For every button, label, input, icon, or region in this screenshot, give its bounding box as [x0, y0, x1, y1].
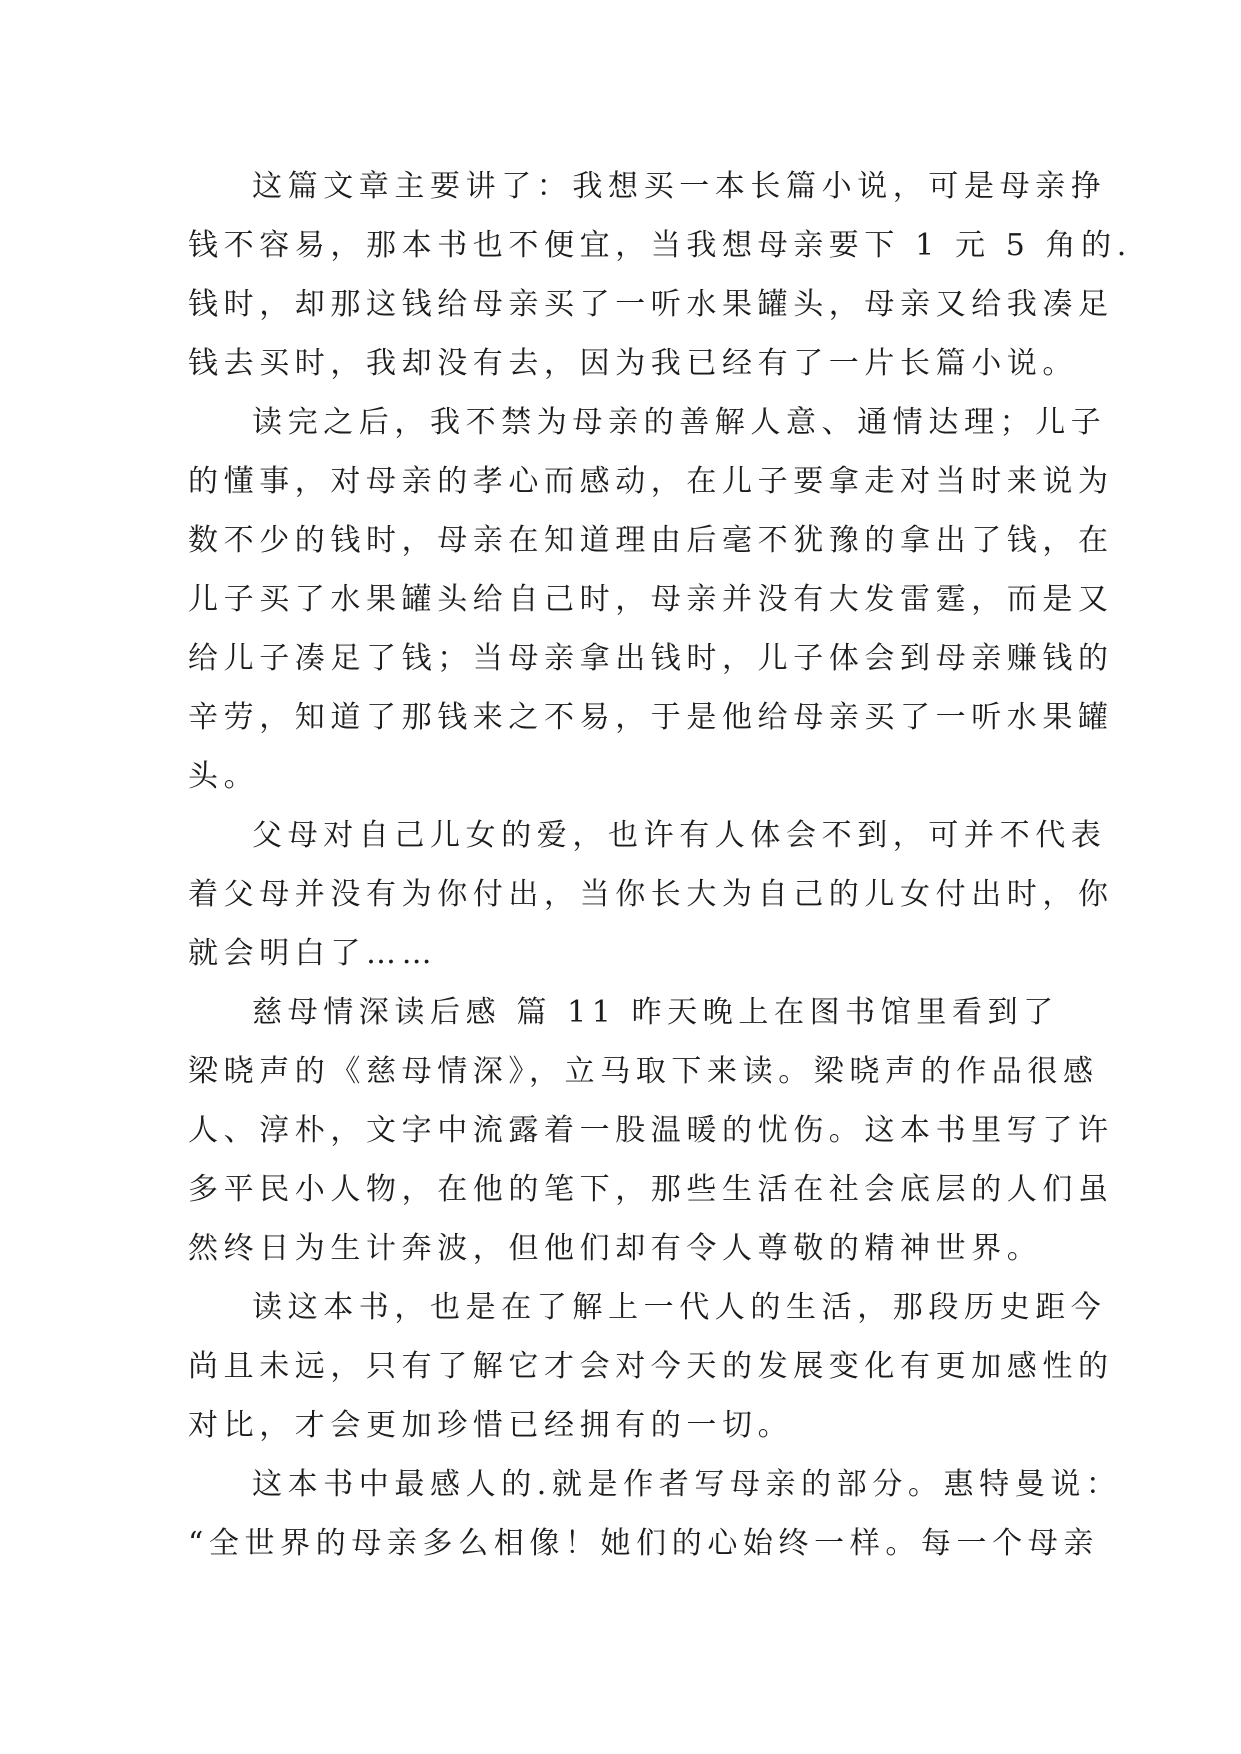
text-line: 儿子买了水果罐头给自己时，母亲并没有大发雷霆，而是又 — [188, 582, 1114, 617]
paragraph — [188, 157, 1132, 393]
text-line: 辛劳，知道了那钱来之不易，于是他给母亲买了一听水果罐 — [188, 700, 1114, 735]
paragraph — [188, 806, 1114, 983]
body-text — [188, 157, 1132, 1573]
paragraph — [188, 1455, 1122, 1573]
text-line: 的懂事，对母亲的孝心而感动，在儿子要拿走对当时来说为 — [188, 464, 1114, 499]
text-line: 父母对自己儿女的爱，也许有人体会不到，可并不代表 — [252, 818, 1107, 853]
text-line: 读这本书，也是在了解上一代人的生活，那段历史距今 — [252, 1290, 1107, 1325]
text-line: 头。 — [188, 759, 260, 794]
text-line: 钱时，却那这钱给母亲买了一听水果罐头，母亲又给我凑足 — [188, 287, 1114, 322]
text-line: “全世界的母亲多么相像！她们的心始终一样。每一个母亲 — [188, 1526, 1099, 1561]
paragraph — [188, 1278, 1114, 1455]
text-line: 钱去买时，我却没有去，因为我已经有了一片长篇小说。 — [188, 346, 1078, 381]
text-line: 对比，才会更加珍惜已经拥有的一切。 — [188, 1408, 794, 1443]
text-line: 然终日为生计奔波，但他们却有令人尊敬的精神世界。 — [188, 1231, 1043, 1266]
text-line: 钱不容易，那本书也不便宜，当我想母亲要下 1 元 5 角的. — [188, 228, 1132, 263]
paragraph — [188, 983, 1114, 1278]
text-line: 慈母情深读后感 篇 11 昨天晚上在图书馆里看到了 — [252, 995, 1059, 1030]
text-line: 着父母并没有为你付出，当你长大为自己的儿女付出时，你 — [188, 877, 1114, 912]
text-line: 这篇文章主要讲了：我想买一本长篇小说，可是母亲挣 — [252, 169, 1107, 204]
text-line: 就会明白了…… — [188, 936, 438, 971]
text-line: 这本书中最感人的.就是作者写母亲的部分。惠特曼说： — [252, 1467, 1122, 1502]
text-line: 给儿子凑足了钱；当母亲拿出钱时，儿子体会到母亲赚钱的 — [188, 641, 1114, 676]
paragraph — [188, 393, 1114, 806]
text-line: 人、淳朴，文字中流露着一股温暖的忧伤。这本书里写了许 — [188, 1113, 1114, 1148]
text-line: 梁晓声的《慈母情深》，立马取下来读。梁晓声的作品很感 — [188, 1054, 1099, 1089]
text-line: 读完之后，我不禁为母亲的善解人意、通情达理；儿子 — [252, 405, 1107, 440]
text-line: 多平民小人物，在他的笔下，那些生活在社会底层的人们虽 — [188, 1172, 1114, 1207]
text-line: 数不少的钱时，母亲在知道理由后毫不犹豫的拿出了钱，在 — [188, 523, 1114, 558]
text-line: 尚且未远，只有了解它才会对今天的发展变化有更加感性的 — [188, 1349, 1114, 1384]
